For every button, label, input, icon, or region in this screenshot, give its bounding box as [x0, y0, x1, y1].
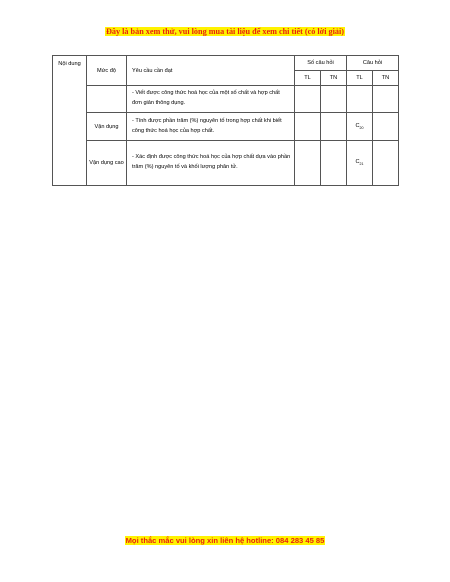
header-so-cau-hoi: Số câu hỏi [295, 56, 347, 71]
question-letter: C [355, 159, 360, 166]
header-tn-1: TN [321, 71, 347, 86]
so-cau-tl-cell [295, 141, 321, 186]
level-cell: Vận dụng cao [87, 141, 127, 186]
so-cau-tl-cell [295, 86, 321, 113]
header-muc-do: Mức độ [87, 56, 127, 86]
hotline-banner [0, 536, 450, 545]
question-number: 20 [359, 126, 364, 131]
header-yeu-cau: Yêu cầu cần đạt [127, 56, 295, 86]
cau-hoi-tl-cell [347, 141, 373, 186]
level-cell: Vận dụng [87, 113, 127, 141]
table-row [53, 86, 399, 113]
cau-hoi-tn-cell [373, 86, 399, 113]
so-cau-tn-cell [321, 86, 347, 113]
preview-notice-text: Đây là bản xem thử, vui lòng mua tài liệu để xem chi tiết (có lời giải) [105, 27, 344, 36]
header-tn-2: TN [373, 71, 399, 86]
cau-hoi-tn-cell [373, 141, 399, 186]
question-number: 21 [359, 162, 364, 167]
preview-notice-banner [0, 27, 450, 36]
cau-hoi-tl-cell [347, 86, 373, 113]
requirement-cell: - Xác định được công thức hoá học của hợp chất dựa vào phần trăm (%) nguyên tố và khối lượng phân tử. [127, 141, 295, 186]
header-noi-dung: Nội dung [53, 56, 87, 186]
requirement-cell: - Viết được công thức hoá học của một số chất và hợp chất đơn giản thông dụng. [127, 86, 295, 113]
so-cau-tn-cell [321, 141, 347, 186]
level-cell [87, 86, 127, 113]
question-letter: C [355, 122, 360, 129]
table-header-row [53, 56, 399, 71]
specification-table [52, 55, 399, 186]
header-tl-2: TL [347, 71, 373, 86]
requirement-cell: - Tính được phần trăm (%) nguyên tố trong hợp chất khi biết công thức hoá học của hợp chất. [127, 113, 295, 141]
header-cau-hoi: Câu hỏi [347, 56, 399, 71]
hotline-text: Mọi thắc mắc vui lòng xin liên hệ hotline: 084 283 45 85 [125, 536, 325, 545]
cau-hoi-tn-cell [373, 113, 399, 141]
cau-hoi-tl-cell [347, 113, 373, 141]
header-tl-1: TL [295, 71, 321, 86]
so-cau-tl-cell [295, 113, 321, 141]
table-row [53, 141, 399, 186]
so-cau-tn-cell [321, 113, 347, 141]
table-row [53, 113, 399, 141]
